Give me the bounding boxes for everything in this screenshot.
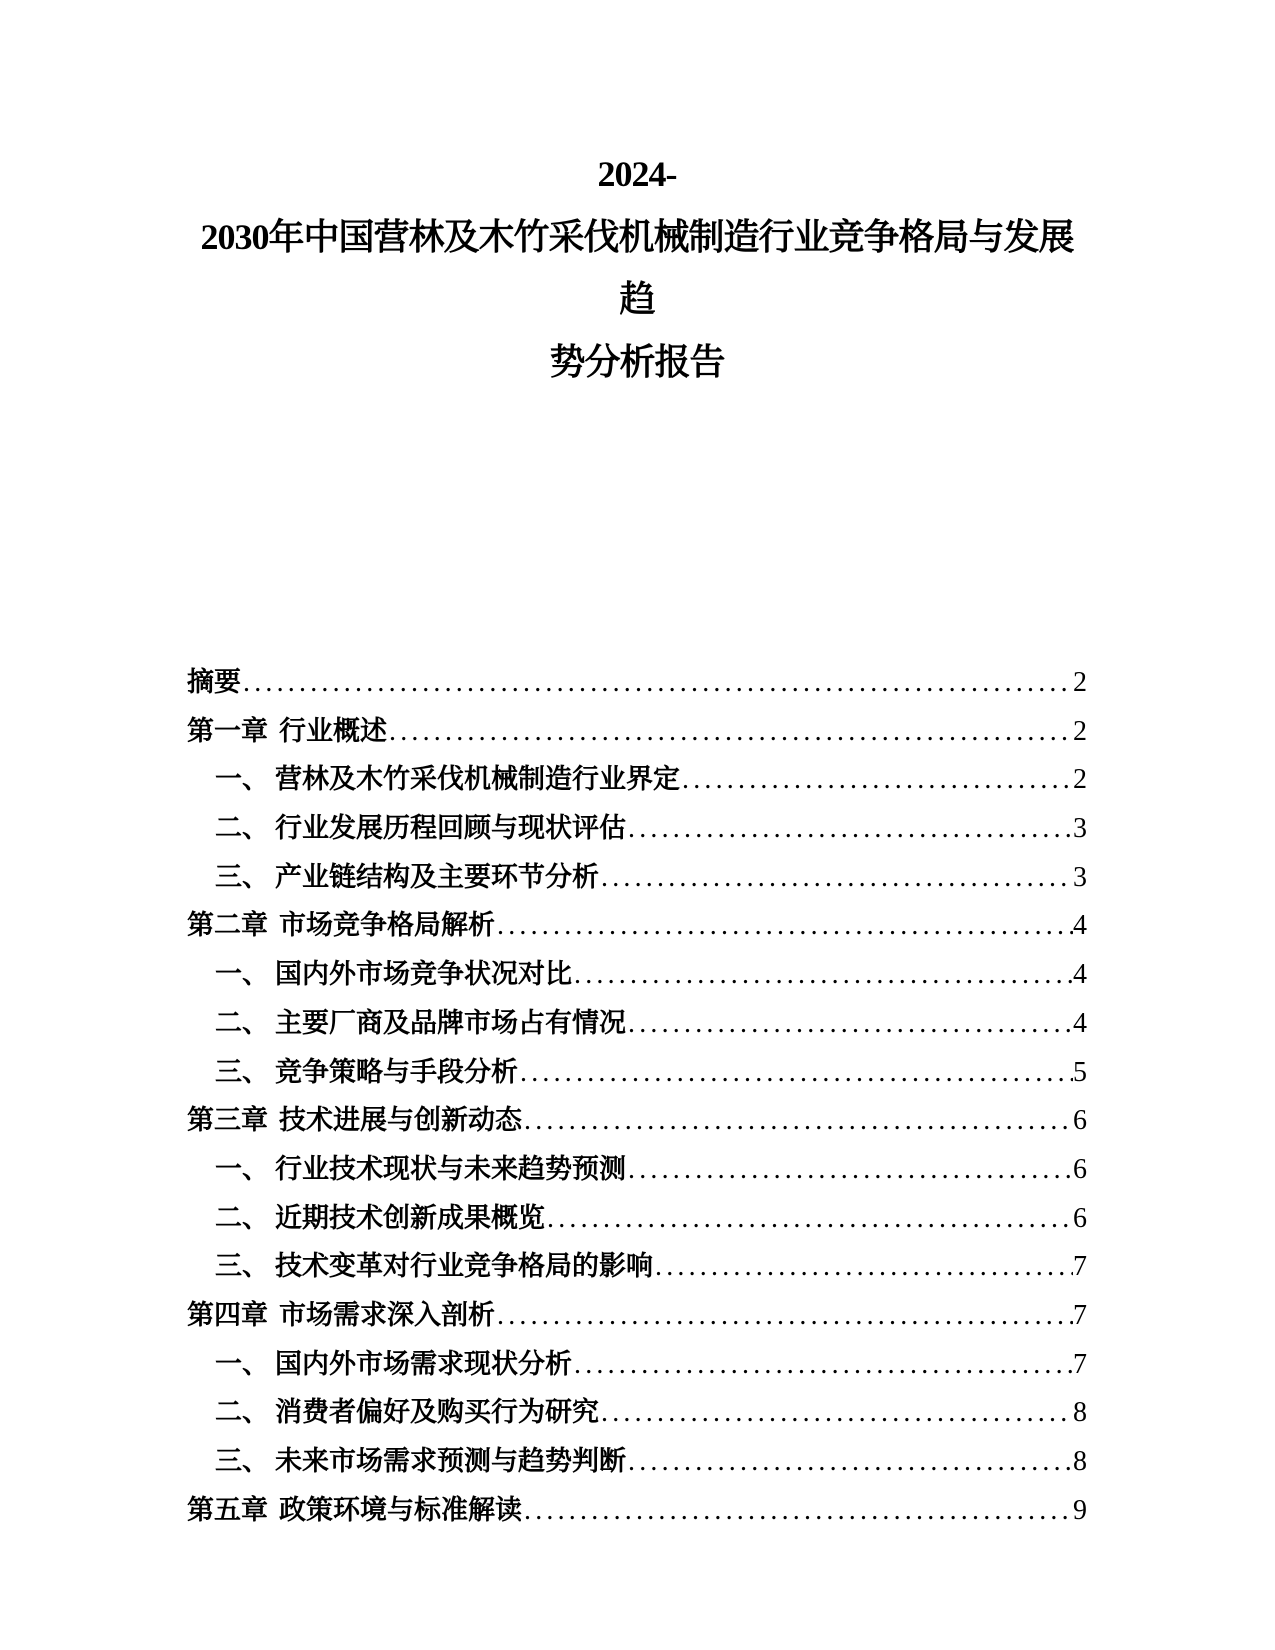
toc-entry[interactable] xyxy=(187,1145,1087,1194)
toc-page-number: 7 xyxy=(1073,1251,1087,1283)
toc-entry-number: 二、 xyxy=(215,1397,269,1428)
toc-entry[interactable] xyxy=(187,755,1087,804)
toc-leader-dots xyxy=(524,1097,1073,1146)
toc-page-number: 5 xyxy=(1073,1056,1087,1088)
toc-entry-label: 摘要 xyxy=(187,667,241,697)
toc-entry[interactable] xyxy=(187,1437,1087,1486)
toc-entry-label: 营林及木竹采伐机械制造行业界定 xyxy=(275,764,680,795)
toc-page-number: 4 xyxy=(1073,910,1087,942)
report-title xyxy=(187,143,1087,393)
toc-leader-dots xyxy=(497,902,1073,951)
toc-entry-number: 第二章 xyxy=(187,910,268,941)
toc-entry-label: 消费者偏好及购买行为研究 xyxy=(275,1397,599,1428)
toc-entry-label: 市场竞争格局解析 xyxy=(279,910,495,941)
toc-entry[interactable] xyxy=(187,658,1087,707)
toc-entry[interactable] xyxy=(187,901,1087,950)
toc-entry-label: 技术进展与创新动态 xyxy=(279,1105,522,1136)
toc-leader-dots xyxy=(524,1487,1073,1536)
toc-entry-number: 二、 xyxy=(215,1007,269,1038)
toc-leader-dots xyxy=(655,1243,1073,1292)
toc-leader-dots xyxy=(628,1146,1073,1195)
toc-entry[interactable] xyxy=(187,1096,1087,1145)
toc-entry-number: 一、 xyxy=(215,764,269,795)
toc-entry-number: 一、 xyxy=(215,1153,269,1184)
toc-page-number: 2 xyxy=(1073,667,1087,698)
toc-entry[interactable] xyxy=(187,999,1087,1048)
toc-entry-number: 三、 xyxy=(215,1446,269,1476)
toc-leader-dots xyxy=(547,1195,1073,1244)
toc-page-number: 4 xyxy=(1073,959,1087,991)
toc-entry[interactable] xyxy=(187,1486,1087,1535)
toc-page-number: 6 xyxy=(1073,1153,1087,1185)
toc-entry[interactable] xyxy=(187,1048,1087,1097)
toc-entry-label: 行业概述 xyxy=(279,715,387,746)
toc-entry-number: 一、 xyxy=(215,1348,269,1379)
toc-entry-label: 国内外市场竞争状况对比 xyxy=(275,959,572,990)
toc-entry-number: 三、 xyxy=(215,1056,269,1087)
toc-entry-number: 二、 xyxy=(215,1202,269,1233)
toc-entry-label: 未来市场需求预测与趋势判断 xyxy=(275,1446,626,1476)
toc-entry-label: 国内外市场需求现状分析 xyxy=(275,1348,572,1379)
toc-entry[interactable] xyxy=(187,853,1087,902)
toc-page-number: 3 xyxy=(1073,813,1087,845)
toc-page-number: 7 xyxy=(1073,1348,1087,1380)
toc-entry-number: 第四章 xyxy=(187,1299,268,1330)
toc-entry-number: 三、 xyxy=(215,1251,269,1282)
report-title-line-2: 2030年中国营林及木竹采伐机械制造行业竞争格局与发展趋 xyxy=(200,216,1074,319)
toc-entry-number: 一、 xyxy=(215,959,269,990)
toc-page-number: 8 xyxy=(1073,1397,1087,1429)
toc-leader-dots xyxy=(497,1292,1073,1341)
toc-page-number: 4 xyxy=(1073,1007,1087,1039)
report-title-line-1: 2024- xyxy=(597,154,677,194)
toc-entry[interactable] xyxy=(187,804,1087,853)
toc-page-number: 8 xyxy=(1073,1446,1087,1477)
toc-leader-dots xyxy=(574,951,1073,1000)
toc-page-number: 2 xyxy=(1073,715,1087,747)
toc-entry[interactable] xyxy=(187,1194,1087,1243)
toc-entry-number: 第三章 xyxy=(187,1105,268,1136)
toc-entry-label: 产业链结构及主要环节分析 xyxy=(275,861,599,892)
toc-page-number: 6 xyxy=(1073,1105,1087,1137)
toc-entry-number: 三、 xyxy=(215,861,269,892)
toc-page-number: 2 xyxy=(1073,764,1087,796)
toc-entry[interactable] xyxy=(187,707,1087,756)
toc-leader-dots xyxy=(389,708,1073,757)
report-title-line-3: 势分析报告 xyxy=(549,341,725,382)
toc-leader-dots xyxy=(682,756,1073,805)
toc-leader-dots xyxy=(628,805,1073,854)
toc-page-number: 6 xyxy=(1073,1202,1087,1234)
toc-leader-dots xyxy=(243,659,1073,708)
toc-entry[interactable] xyxy=(187,1242,1087,1291)
toc-entry-number: 第一章 xyxy=(187,715,268,746)
toc-entry-label: 主要厂商及品牌市场占有情况 xyxy=(275,1007,626,1038)
toc-entry[interactable] xyxy=(187,1340,1087,1389)
toc-entry[interactable] xyxy=(187,950,1087,999)
toc-leader-dots xyxy=(601,1389,1073,1438)
toc-leader-dots xyxy=(628,1438,1073,1487)
toc-entry-label: 政策环境与标准解读 xyxy=(279,1494,522,1525)
toc-entry-label: 技术变革对行业竞争格局的影响 xyxy=(275,1251,653,1282)
toc-leader-dots xyxy=(628,1000,1073,1049)
toc-entry-label: 市场需求深入剖析 xyxy=(279,1299,495,1330)
table-of-contents xyxy=(187,658,1087,1534)
toc-page-number: 3 xyxy=(1073,861,1087,893)
toc-entry-number: 二、 xyxy=(215,813,269,844)
toc-entry[interactable] xyxy=(187,1291,1087,1340)
toc-entry-label: 竞争策略与手段分析 xyxy=(275,1056,518,1087)
toc-page-number: 7 xyxy=(1073,1299,1087,1331)
toc-entry-number: 第五章 xyxy=(187,1494,268,1525)
toc-leader-dots xyxy=(520,1049,1073,1098)
toc-entry-label: 近期技术创新成果概览 xyxy=(275,1202,545,1233)
toc-entry-label: 行业发展历程回顾与现状评估 xyxy=(275,813,626,844)
toc-entry[interactable] xyxy=(187,1388,1087,1437)
toc-entry-label: 行业技术现状与未来趋势预测 xyxy=(275,1153,626,1184)
toc-leader-dots xyxy=(601,854,1073,903)
toc-page-number: 9 xyxy=(1073,1494,1087,1526)
toc-leader-dots xyxy=(574,1341,1073,1390)
